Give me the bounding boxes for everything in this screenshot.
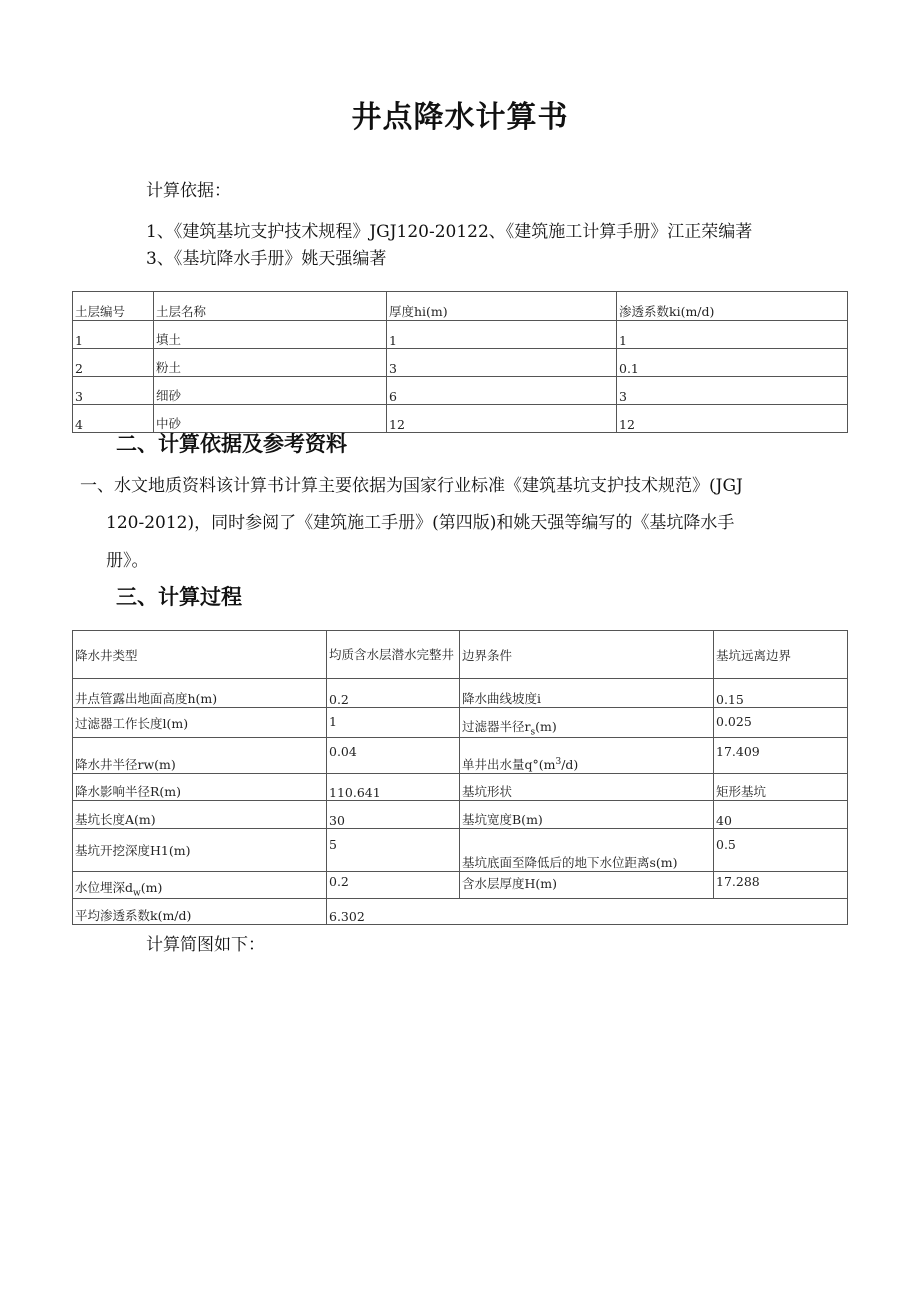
well-flow-label: 单井出水量q°(m	[462, 757, 556, 772]
calculation-parameters-table	[72, 630, 848, 925]
table-cell: 降水井半径rw(m)	[73, 738, 327, 774]
table-cell: 降水影响半径R(m)	[73, 774, 327, 801]
table-cell: 17.409	[714, 738, 848, 774]
filter-radius-subscript: s	[530, 727, 536, 737]
table-cell: 2	[73, 349, 154, 377]
table-cell: 平均渗透系数k(m/d)	[73, 899, 327, 925]
table-cell	[460, 708, 714, 738]
table-row	[73, 321, 848, 349]
table-cell: 基坑开挖深度H1(m)	[73, 829, 327, 872]
table-cell: 基坑形状	[460, 774, 714, 801]
table-cell: 基坑底面至降低后的地下水位距离s(m)	[460, 829, 714, 872]
table-row	[73, 377, 848, 405]
table-header-cell: 渗透系数ki(m/d)	[617, 292, 848, 321]
table-cell: 12	[617, 405, 848, 433]
table-cell: 3	[617, 377, 848, 405]
table-cell: 基坑宽度B(m)	[460, 801, 714, 829]
water-depth-label: 水位埋深d	[75, 879, 134, 895]
basis-line-2: 3、《基坑降水手册》姚天强编著	[146, 249, 387, 269]
basis-line-1: 1、《建筑基坑支护技术规程》JGJ120-20122、《建筑施工计算手册》江正荣编著	[146, 222, 753, 242]
table-cell: 填土	[154, 321, 387, 349]
table-cell: 5	[327, 829, 460, 872]
table-header-cell: 土层名称	[154, 292, 387, 321]
table-cell: 0.2	[327, 872, 460, 899]
soil-layer-table	[72, 291, 848, 433]
table-row	[73, 801, 848, 829]
well-flow-unit: /d)	[561, 757, 579, 772]
table-cell: 0.1	[617, 349, 848, 377]
table-row	[73, 829, 848, 872]
table-cell: 4	[73, 405, 154, 433]
table-cell: 含水层厚度H(m)	[460, 872, 714, 899]
section-3-heading: 三、计算过程	[116, 585, 242, 609]
table-cell: 17.288	[714, 872, 848, 899]
table-cell	[460, 738, 714, 774]
well-flow-superscript: 3	[555, 756, 562, 767]
page-title: 井点降水计算书	[351, 100, 569, 135]
table-header-cell: 厚度hi(m)	[387, 292, 617, 321]
table-cell: 1	[387, 321, 617, 349]
table-row	[73, 708, 848, 738]
section-2-paragraph-line-2: 120-2012)，同时参阅了《建筑施工手册》(第四版)和姚天强等编写的《基坑降水手	[106, 513, 735, 533]
table-cell: 1	[73, 321, 154, 349]
table-row	[73, 738, 848, 774]
table-row	[73, 872, 848, 899]
filter-radius-unit: (m)	[535, 718, 557, 734]
section-2-heading: 二、计算依据及参考资料	[116, 432, 347, 456]
section-2-paragraph-line-1: 一、水文地质资料该计算书计算主要依据为国家行业标准《建筑基坑支护技术规范》(JGJ	[80, 476, 743, 496]
table-cell: 井点管露出地面高度h(m)	[73, 679, 327, 708]
table-cell: 6	[387, 377, 617, 405]
table-cell: 中砂	[154, 405, 387, 433]
table-cell: 30	[327, 801, 460, 829]
table-cell: 矩形基坑	[714, 774, 848, 801]
water-depth-unit: (m)	[140, 879, 163, 895]
section-2-paragraph-line-3: 册》。	[106, 551, 149, 571]
table-cell: 降水井类型	[73, 631, 327, 679]
table-cell: 0.025	[714, 708, 848, 738]
table-header-cell: 土层编号	[73, 292, 154, 321]
table-cell: 110.641	[327, 774, 460, 801]
table-cell: 粉土	[154, 349, 387, 377]
table-cell: 0.2	[327, 679, 460, 708]
table-cell: 边界条件	[460, 631, 714, 679]
table-row	[73, 774, 848, 801]
table-header-row	[73, 292, 848, 321]
table-cell: 40	[714, 801, 848, 829]
table-cell: 6.302	[327, 899, 848, 925]
table-cell	[73, 872, 327, 899]
table-cell: 12	[387, 405, 617, 433]
table-row	[73, 679, 848, 708]
table-cell: 0.04	[327, 738, 460, 774]
table-cell: 基坑远离边界	[714, 631, 848, 679]
table-cell: 3	[387, 349, 617, 377]
table-cell: 1	[327, 708, 460, 738]
table-cell: 基坑长度A(m)	[73, 801, 327, 829]
diagram-caption: 计算简图如下：	[146, 935, 265, 955]
table-row	[73, 631, 848, 679]
table-cell: 0.5	[714, 829, 848, 872]
table-cell: 均质含水层潜水完整井	[327, 631, 460, 679]
table-row	[73, 349, 848, 377]
table-cell: 过滤器工作长度l(m)	[73, 708, 327, 738]
water-depth-subscript: w	[133, 888, 141, 898]
table-cell: 1	[617, 321, 848, 349]
filter-radius-label: 过滤器半径r	[462, 718, 531, 734]
basis-label: 计算依据：	[146, 181, 231, 201]
table-cell: 细砂	[154, 377, 387, 405]
table-row	[73, 899, 848, 925]
table-cell: 3	[73, 377, 154, 405]
table-cell: 降水曲线坡度i	[460, 679, 714, 708]
table-cell: 0.15	[714, 679, 848, 708]
